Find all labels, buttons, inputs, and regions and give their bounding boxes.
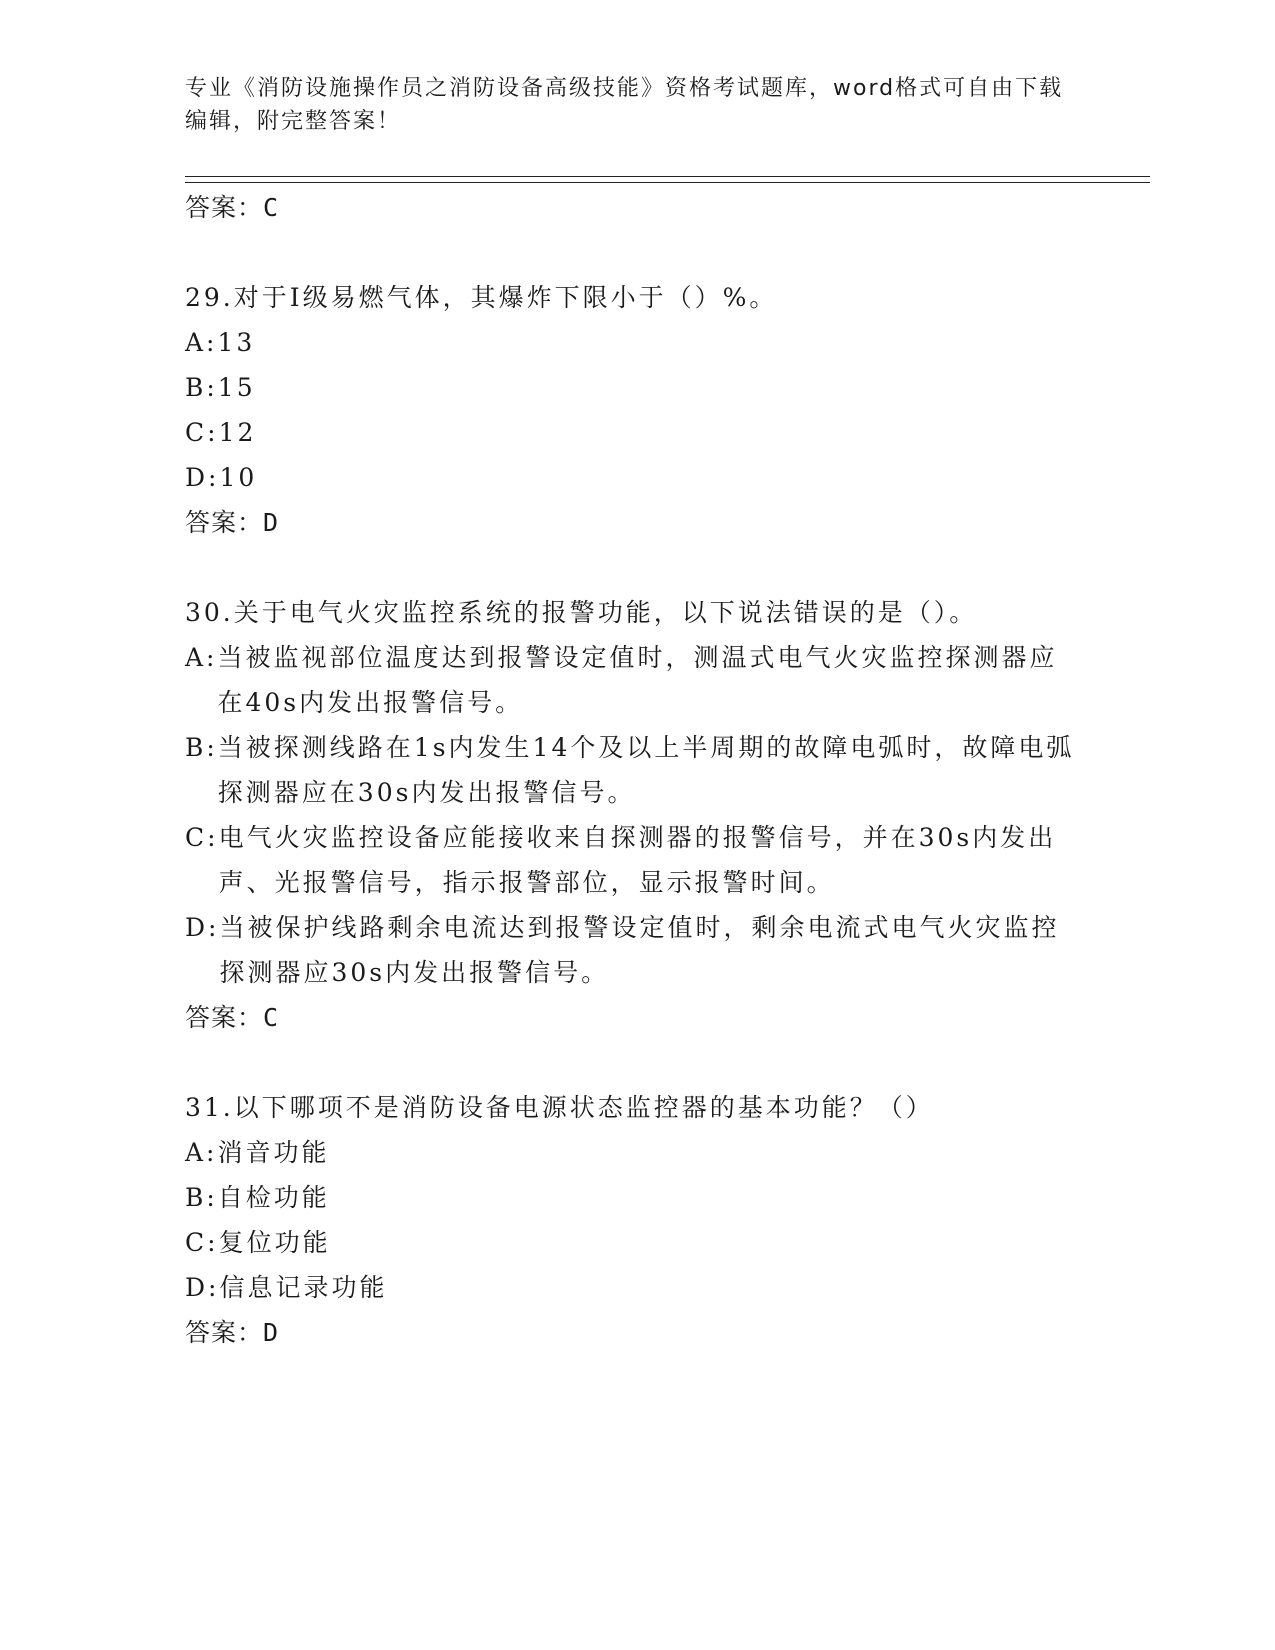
option-text: 复位功能 — [218, 1228, 331, 1257]
option-letter: A: — [185, 1138, 218, 1167]
option-d — [185, 905, 1085, 995]
option-text: 13 — [217, 328, 256, 357]
option-text: 消音功能 — [217, 1138, 330, 1167]
option-letter: B: — [185, 1183, 218, 1212]
question-text: 31.以下哪项不是消防设备电源状态监控器的基本功能？（） — [185, 1093, 934, 1122]
question-text: 30.关于电气火灾监控系统的报警功能，以下说法错误的是（）。 — [185, 598, 978, 627]
option-letter: A: — [185, 328, 218, 357]
answer-value: D — [263, 1318, 280, 1347]
option-b — [185, 725, 1085, 815]
option-letter: A: — [185, 643, 218, 672]
question-text: 29.对于Ⅰ级易燃气体，其爆炸下限小于（）%。 — [185, 283, 778, 312]
question-30 — [185, 590, 1085, 1040]
option-d — [185, 1265, 1085, 1310]
option-text: 当被监视部位温度达到报警设定值时，测温式电气火灾监控探测器应在40s内发出报警信号。 — [217, 643, 1058, 717]
option-letter: B: — [185, 733, 218, 762]
option-d — [185, 455, 1085, 500]
option-b — [185, 1175, 1085, 1220]
option-text: 12 — [218, 418, 257, 447]
answer-label: 答案： — [185, 1003, 264, 1032]
option-a — [185, 635, 1085, 725]
question-list — [185, 185, 1085, 1355]
header-intro-text: 专业《消防设施操作员之消防设备高级技能》资格考试题库，word格式可自由下载编辑，附完整答案！ — [185, 76, 1064, 134]
option-b — [185, 365, 1085, 410]
answer-value: C — [263, 1003, 280, 1032]
answer-label: 答案： — [185, 508, 264, 537]
answer-label: 答案： — [185, 193, 264, 222]
option-c — [185, 410, 1085, 455]
option-letter: B: — [185, 373, 218, 402]
option-letter: D: — [185, 1273, 220, 1302]
answer-value: C — [263, 193, 280, 222]
option-a — [185, 320, 1085, 365]
option-letter: D: — [185, 463, 220, 492]
option-text: 电气火灾监控设备应能接收来自探测器的报警信号，并在30s内发出声、光报警信号，指示报警部位，显示报警时间。 — [218, 823, 1057, 897]
question-answer — [185, 500, 1085, 545]
option-text: 15 — [217, 373, 256, 402]
question-answer — [185, 1310, 1085, 1355]
option-letter: C: — [185, 418, 219, 447]
question-answer — [185, 995, 1085, 1040]
question-31 — [185, 1085, 1085, 1355]
document-header — [185, 72, 1065, 138]
option-text: 当被探测线路在1s内发生14个及以上半周期的故障电弧时，故障电弧探测器应在30s内发出报警信号。 — [217, 733, 1075, 807]
previous-answer — [185, 185, 1085, 230]
header-divider-bottom — [185, 182, 1150, 183]
option-a — [185, 1130, 1085, 1175]
option-c — [185, 1220, 1085, 1265]
answer-value: D — [263, 508, 280, 537]
option-text: 信息记录功能 — [219, 1273, 388, 1302]
option-text: 自检功能 — [217, 1183, 330, 1212]
option-c — [185, 815, 1085, 905]
option-letter: D: — [185, 913, 220, 942]
option-text: 当被保护线路剩余电流达到报警设定值时，剩余电流式电气火灾监控探测器应30s内发出报警信号。 — [219, 913, 1060, 987]
answer-label: 答案： — [185, 1318, 264, 1347]
option-letter: C: — [185, 823, 219, 852]
question-29 — [185, 275, 1085, 545]
header-divider-top — [185, 176, 1150, 177]
option-letter: C: — [185, 1228, 219, 1257]
option-text: 10 — [219, 463, 258, 492]
